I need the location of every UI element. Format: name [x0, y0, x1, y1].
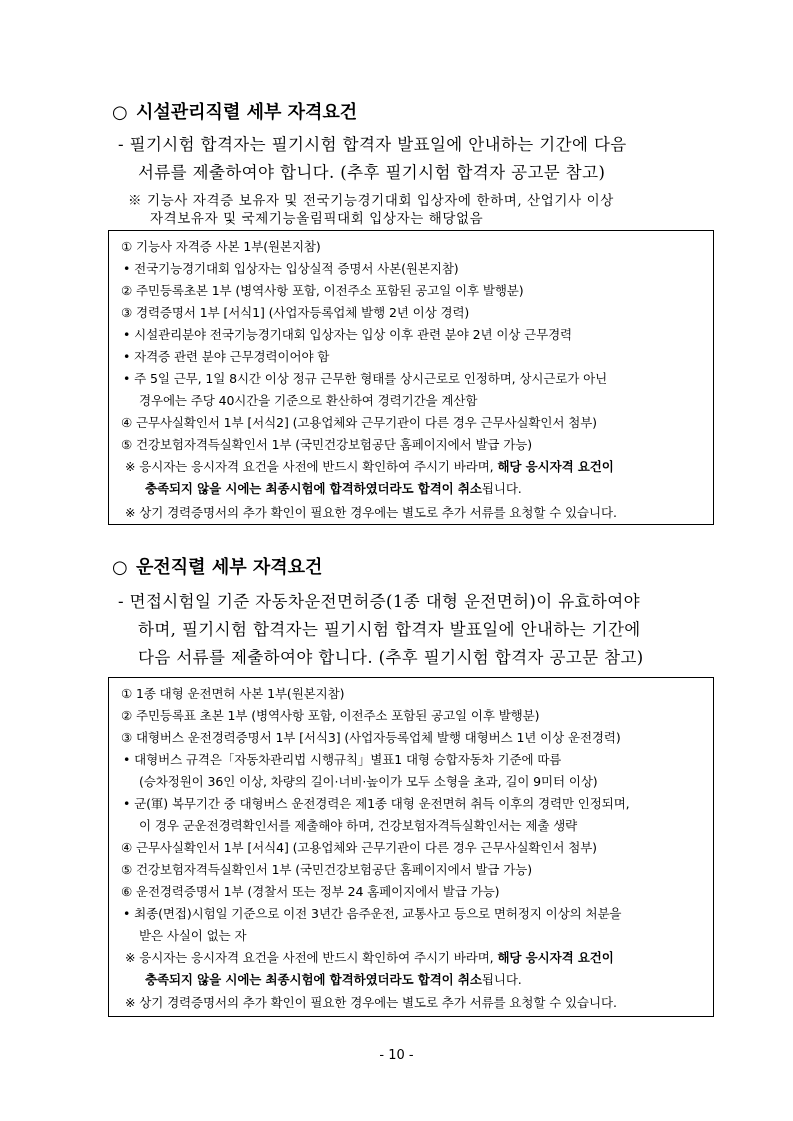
box-line: ③ 경력증명서 1부 [서식1] (사업자등록업체 발행 2년 이상 경력) — [121, 305, 470, 320]
box-line: 받은 사실이 없는 자 — [139, 928, 247, 943]
requirements-box-facility — [108, 230, 714, 525]
notice-text: ※ 응시자는 응시자격 요건을 사전에 반드시 확인하여 주시기 바라며, — [125, 459, 498, 474]
box-line: ④ 근무사실확인서 1부 [서식4] (고용업체와 근무기관이 다른 경우 근무사실확인서 첨부) — [121, 840, 597, 855]
box-line: • 군(軍) 복무기간 중 대형버스 운전경력은 제1종 대형 운전면허 취득 이후의 경력만 인정되며, — [123, 796, 630, 811]
notice-text: 됩니다. — [481, 481, 522, 496]
box-line: 경우에는 주당 40시간을 기준으로 환산하여 경력기간을 계산함 — [139, 393, 478, 408]
box-line: ④ 근무사실확인서 1부 [서식2] (고용업체와 근무기관이 다른 경우 근무사실확인서 첨부) — [121, 415, 597, 430]
section-heading-facility — [112, 98, 357, 124]
requirements-box-driving — [108, 677, 714, 1017]
paragraph-line: - 면접시험일 기준 자동차운전면허증(1종 대형 운전면허)이 유효하여야 — [118, 592, 640, 611]
box-line: • 전국기능경기대회 입상자는 입상실적 증명서 사본(원본지참) — [123, 261, 459, 276]
circle-bullet-icon: ○ — [112, 102, 128, 123]
paragraph-line: - 필기시험 합격자는 필기시험 합격자 발표일에 안내하는 기간에 다음 — [118, 135, 627, 154]
notice-text: 됩니다. — [481, 972, 522, 987]
box-line: ② 주민등록초본 1부 (병역사항 포함, 이전주소 포함된 공고일 이후 발행분) — [121, 283, 524, 298]
box-line: ① 기능사 자격증 사본 1부(원본지참) — [121, 239, 321, 254]
box-line: • 주 5일 근무, 1일 8시간 이상 정규 근무한 형태를 상시근로로 인정하며, 상시근로가 아닌 — [123, 371, 608, 386]
page-number: - 10 - — [379, 1048, 414, 1063]
box-line: ※ 상기 경력증명서의 추가 확인이 필요한 경우에는 별도로 추가 서류를 요청할 수 있습니다. — [125, 505, 617, 520]
box-line: ② 주민등록표 초본 1부 (병역사항 포함, 이전주소 포함된 공고일 이후 발행분) — [121, 708, 540, 723]
paragraph-line: 다음 서류를 제출하여야 합니다. (추후 필기시험 합격자 공고문 참고) — [138, 648, 644, 667]
note-line: 자격보유자 및 국제기능올림픽대회 입상자는 해당없음 — [150, 211, 484, 227]
box-line: (승차정원이 36인 이상, 차량의 길이·너비·높이가 모두 소형을 초과, 길이 9미터 이상) — [139, 774, 598, 789]
box-line: 이 경우 군운전경력확인서를 제출해야 하며, 건강보험자격득실확인서는 제출 생략 — [139, 818, 578, 833]
notice-bold-text: 해당 응시자격 요건이 — [497, 459, 614, 474]
box-line: ① 1종 대형 운전면허 사본 1부(원본지참) — [121, 686, 345, 701]
box-line: ⑥ 운전경력증명서 1부 (경찰서 또는 정부 24 홈페이지에서 발급 가능) — [121, 884, 500, 899]
paragraph-line: 하며, 필기시험 합격자는 필기시험 합격자 발표일에 안내하는 기간에 — [138, 620, 641, 639]
section-title: 운전직렬 세부 자격요건 — [136, 557, 323, 578]
box-line — [125, 457, 614, 475]
section-heading-driving — [112, 553, 322, 579]
section-title: 시설관리직렬 세부 자격요건 — [136, 102, 358, 123]
notice-bold-text: 충족되지 않을 시에는 최종시험에 합격하였더라도 합격이 취소 — [145, 972, 482, 987]
box-line: ※ 상기 경력증명서의 추가 확인이 필요한 경우에는 별도로 추가 서류를 요청할 수 있습니다. — [125, 995, 617, 1010]
box-line — [145, 479, 522, 497]
box-line: ⑤ 건강보험자격득실확인서 1부 (국민건강보험공단 홈페이지에서 발급 가능) — [121, 862, 533, 877]
box-line: • 최종(면접)시험일 기준으로 이전 3년간 음주운전, 교통사고 등으로 면허정지 이상의 처분을 — [123, 906, 622, 921]
notice-bold-text: 해당 응시자격 요건이 — [497, 950, 614, 965]
paragraph-line: 서류를 제출하여야 합니다. (추후 필기시험 합격자 공고문 참고) — [138, 163, 606, 182]
note-line: ※ 기능사 자격증 보유자 및 전국기능경기대회 입상자에 한하며, 산업기사 이상 — [128, 193, 614, 209]
box-line — [125, 948, 614, 966]
box-line: • 시설관리분야 전국기능경기대회 입상자는 입상 이후 관련 분야 2년 이상 근무경력 — [123, 327, 573, 342]
box-line: • 자격증 관련 분야 근무경력이어야 함 — [123, 349, 330, 364]
circle-bullet-icon: ○ — [112, 557, 128, 578]
box-line — [145, 970, 522, 988]
box-line: • 대형버스 규격은「자동차관리법 시행규칙」별표1 대형 승합자동차 기준에 따름 — [123, 752, 562, 767]
box-line: ⑤ 건강보험자격득실확인서 1부 (국민건강보험공단 홈페이지에서 발급 가능) — [121, 437, 533, 452]
notice-bold-text: 충족되지 않을 시에는 최종시험에 합격하였더라도 합격이 취소 — [145, 481, 482, 496]
notice-text: ※ 응시자는 응시자격 요건을 사전에 반드시 확인하여 주시기 바라며, — [125, 950, 498, 965]
box-line: ③ 대형버스 운전경력증명서 1부 [서식3] (사업자등록업체 발행 대형버스 1년 이상 운전경력) — [121, 730, 621, 745]
